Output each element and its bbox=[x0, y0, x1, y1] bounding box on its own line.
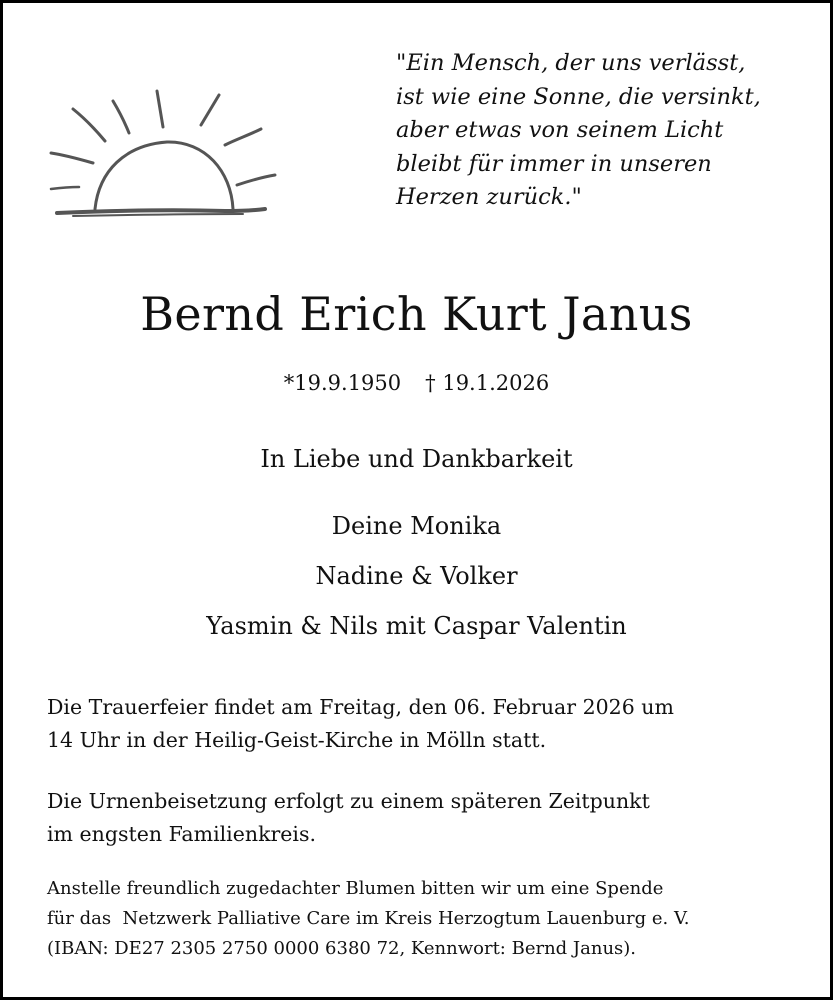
quote-line: Herzen zurück." bbox=[396, 184, 582, 210]
notice-line: Die Trauerfeier findet am Freitag, den 06. Februar 2026 um bbox=[47, 695, 674, 719]
funeral-service-notice bbox=[47, 691, 807, 757]
notice-line: im engsten Familienkreis. bbox=[47, 822, 317, 846]
mourner: Yasmin & Nils mit Caspar Valentin bbox=[206, 612, 627, 640]
birth-date: *19.9.1950 bbox=[283, 371, 402, 395]
notice-line: Die Urnenbeisetzung erfolgt zu einem späteren Zeitpunkt bbox=[47, 789, 650, 813]
notice-line: 14 Uhr in der Heilig-Geist-Kirche in Mölln statt. bbox=[47, 728, 547, 752]
quote-line: aber etwas von seinem Licht bbox=[396, 117, 724, 143]
quote-line: bleibt für immer in unseren bbox=[396, 150, 712, 177]
quote bbox=[396, 47, 761, 215]
mourner: Deine Monika bbox=[331, 512, 502, 540]
donation-notice bbox=[47, 874, 807, 964]
death-date: † 19.1.2026 bbox=[425, 371, 550, 395]
notice-line: Anstelle freundlich zugedachter Blumen bitten wir um eine Spende bbox=[47, 878, 664, 899]
life-dates bbox=[3, 371, 830, 395]
deceased-name: Bernd Erich Kurt Janus bbox=[140, 287, 693, 341]
notice-line: für das Netzwerk Palliative Care im Kreis Herzogtum Lauenburg e. V. bbox=[47, 908, 690, 929]
mourners-list bbox=[3, 501, 830, 651]
setting-sun-icon bbox=[43, 87, 283, 223]
dedication: In Liebe und Dankbarkeit bbox=[260, 445, 573, 473]
mourner: Nadine & Volker bbox=[315, 562, 518, 590]
notice-line: (IBAN: DE27 2305 2750 0000 6380 72, Kennwort: Bernd Janus). bbox=[47, 938, 637, 959]
quote-line: ist wie eine Sonne, die versinkt, bbox=[396, 83, 761, 110]
quote-line: "Ein Mensch, der uns verlässt, bbox=[396, 50, 746, 76]
urn-burial-notice bbox=[47, 785, 807, 851]
